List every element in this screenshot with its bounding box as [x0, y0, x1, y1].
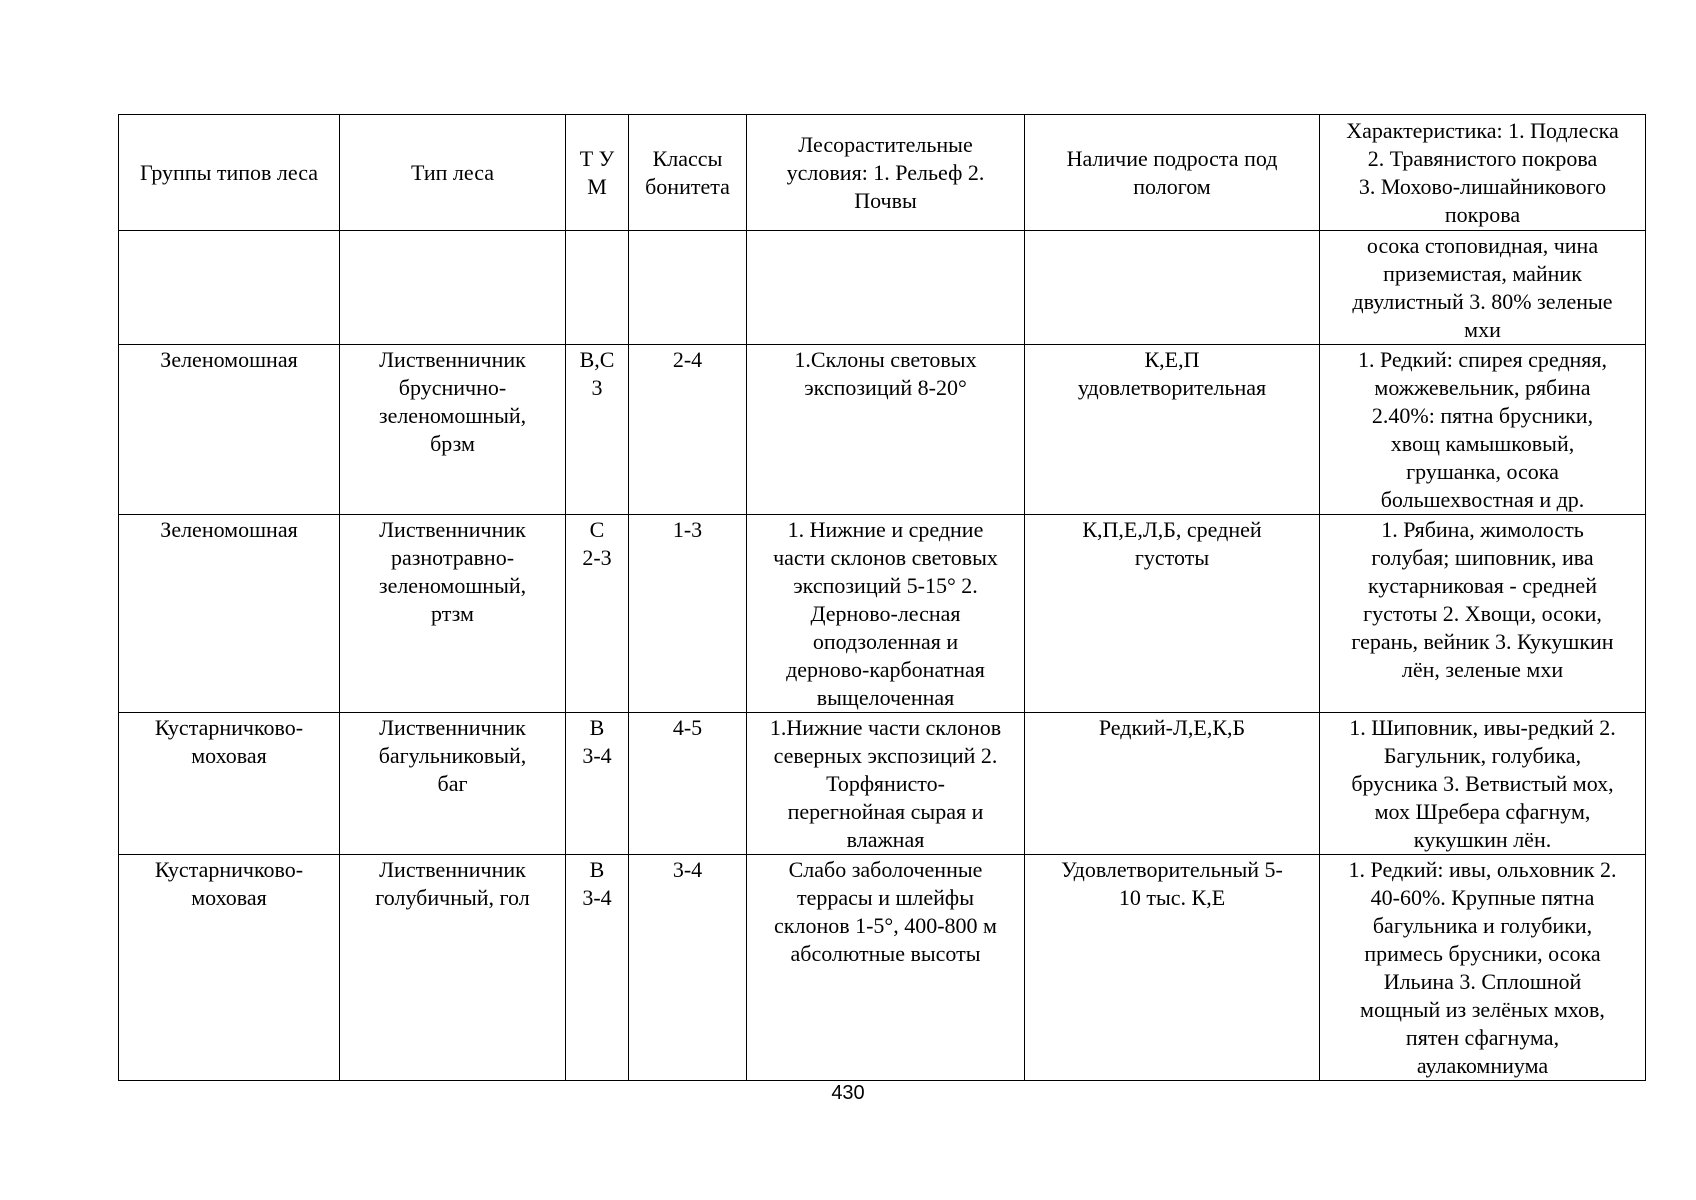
header-characteristics: Характеристика: 1. Подлеска 2. Травянистого покрова 3. Мохово-лишайникового покрова: [1320, 115, 1646, 231]
cell-forest-type-group: Кустарничково- моховая: [119, 855, 340, 1081]
table-row: [119, 713, 1646, 855]
header-forest-type-group: Группы типов леса: [119, 115, 340, 231]
header-site-class: Классы бонитета: [629, 115, 747, 231]
cell-tum: С 2-3: [566, 515, 629, 713]
table-row: [119, 515, 1646, 713]
page-number: 430: [831, 1082, 865, 1104]
cell-growing-conditions: [747, 231, 1025, 345]
cell-characteristics: 1. Редкий: ивы, ольховник 2. 40-60%. Крупные пятна багульника и голубики, примесь брусники, осока Ильина 3. Сплошной мощный из зелёных мхов, пятен сфагнума, аулакомниума: [1320, 855, 1646, 1081]
cell-forest-type-group: Зеленомошная: [119, 345, 340, 515]
cell-site-class: 2-4: [629, 345, 747, 515]
cell-characteristics: осока стоповидная, чина приземистая, майник двулистный 3. 80% зеленые мхи: [1320, 231, 1646, 345]
cell-characteristics: 1. Шиповник, ивы-редкий 2. Багульник, голубика, брусника 3. Ветвистый мох, мох Шребера сфагнум, кукушкин лён.: [1320, 713, 1646, 855]
header-row: [119, 115, 1646, 231]
cell-site-class: 4-5: [629, 713, 747, 855]
cell-tum: В 3-4: [566, 855, 629, 1081]
cell-forest-type: Лиственничник багульниковый, баг: [340, 713, 566, 855]
cell-site-class: [629, 231, 747, 345]
cell-tum: [566, 231, 629, 345]
cell-undergrowth: Удовлетворительный 5- 10 тыс. К,Е: [1025, 855, 1320, 1081]
cell-undergrowth: [1025, 231, 1320, 345]
table-body: [119, 231, 1646, 1081]
table-row: [119, 855, 1646, 1081]
cell-characteristics: 1. Рябина, жимолость голубая; шиповник, ива кустарниковая - средней густоты 2. Хвощи, осоки, герань, вейник 3. Кукушкин лён, зеленые мхи: [1320, 515, 1646, 713]
cell-growing-conditions: Слабо заболоченные террасы и шлейфы склонов 1-5°, 400-800 м абсолютные высоты: [747, 855, 1025, 1081]
cell-forest-type-group: Зеленомошная: [119, 515, 340, 713]
cell-site-class: 3-4: [629, 855, 747, 1081]
cell-forest-type-group: [119, 231, 340, 345]
cell-tum: В,С 3: [566, 345, 629, 515]
table-row: [119, 231, 1646, 345]
cell-growing-conditions: 1. Нижние и средние части склонов световых экспозиций 5-15° 2. Дерново-лесная оподзоленная и дерново-карбонатная выщелоченная: [747, 515, 1025, 713]
forest-types-table-container: [118, 114, 1645, 1081]
table-header: [119, 115, 1646, 231]
header-undergrowth: Наличие подроста под пологом: [1025, 115, 1320, 231]
cell-forest-type: Лиственничник бруснично- зеленомошный, брзм: [340, 345, 566, 515]
header-forest-type: Тип леса: [340, 115, 566, 231]
cell-growing-conditions: 1.Склоны световых экспозиций 8-20°: [747, 345, 1025, 515]
cell-forest-type-group: Кустарничково- моховая: [119, 713, 340, 855]
header-tum: Т У М: [566, 115, 629, 231]
cell-undergrowth: Редкий-Л,Е,К,Б: [1025, 713, 1320, 855]
cell-undergrowth: К,П,Е,Л,Б, средней густоты: [1025, 515, 1320, 713]
cell-undergrowth: К,Е,П удовлетворительная: [1025, 345, 1320, 515]
cell-characteristics: 1. Редкий: спирея средняя, можжевельник, рябина 2.40%: пятна брусники, хвощ камышковый, грушанка, осока большехвостная и др.: [1320, 345, 1646, 515]
cell-forest-type: [340, 231, 566, 345]
cell-tum: В 3-4: [566, 713, 629, 855]
header-growing-conditions: Лесорастительные условия: 1. Рельеф 2. Почвы: [747, 115, 1025, 231]
forest-types-table: [118, 114, 1646, 1081]
cell-forest-type: Лиственничник голубичный, гол: [340, 855, 566, 1081]
cell-site-class: 1-3: [629, 515, 747, 713]
table-row: [119, 345, 1646, 515]
cell-forest-type: Лиственничник разнотравно- зеленомошный, ртзм: [340, 515, 566, 713]
cell-growing-conditions: 1.Нижние части склонов северных экспозиций 2. Торфянисто- перегнойная сырая и влажная: [747, 713, 1025, 855]
